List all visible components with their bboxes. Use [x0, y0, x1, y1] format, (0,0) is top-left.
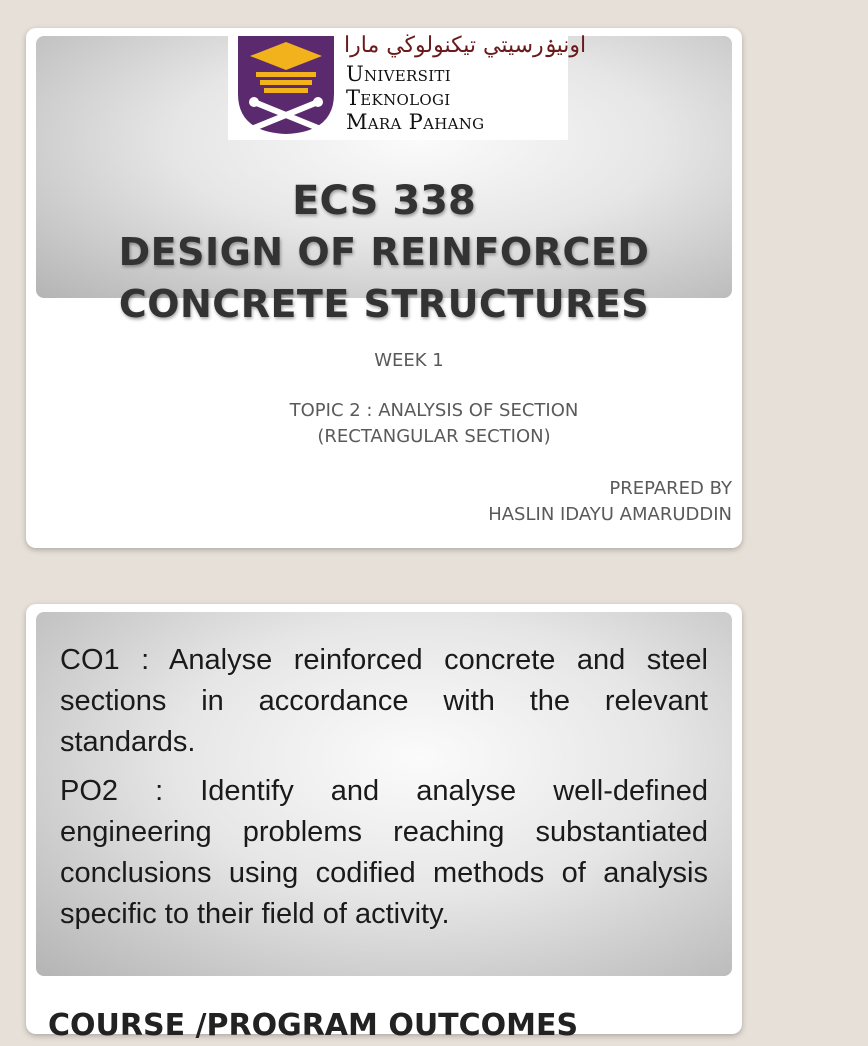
course-code: ECS 338 [292, 178, 476, 224]
logo-text-line-2: Teknologi [346, 86, 451, 110]
prepared-by-label: PREPARED BY [609, 478, 732, 499]
program-outcome-po2: PO2 : Identify and analyse well-defined engineering problems reaching substantiated conclusions using codified methods of analysis specific to their field of activity. [60, 775, 708, 930]
logo-text-line-3: Mara Pahang [346, 110, 485, 134]
author-name: HASLIN IDAYU AMARUDDIN [488, 504, 732, 525]
course-outcome-co1: CO1 : Analyse reinforced concrete and steel sections in accordance with the relevant standards. [60, 644, 708, 758]
logo-jawi-script: اونيۏرسيتي تيكنولوڬي مارا [344, 33, 587, 58]
week-label: WEEK 1 [374, 350, 444, 371]
uitm-emblem-icon [234, 32, 338, 136]
university-logo [228, 28, 587, 140]
outcomes-heading: COURSE /PROGRAM OUTCOMES [48, 1008, 579, 1043]
logo-text-line-1: Universiti [346, 62, 451, 86]
topic-line-2: (RECTANGULAR SECTION) [317, 426, 551, 447]
topic-line-1: TOPIC 2 : ANALYSIS OF SECTION [289, 400, 579, 421]
course-title-line-2: CONCRETE STRUCTURES [118, 282, 650, 326]
course-title-line-1: DESIGN OF REINFORCED [118, 230, 650, 274]
